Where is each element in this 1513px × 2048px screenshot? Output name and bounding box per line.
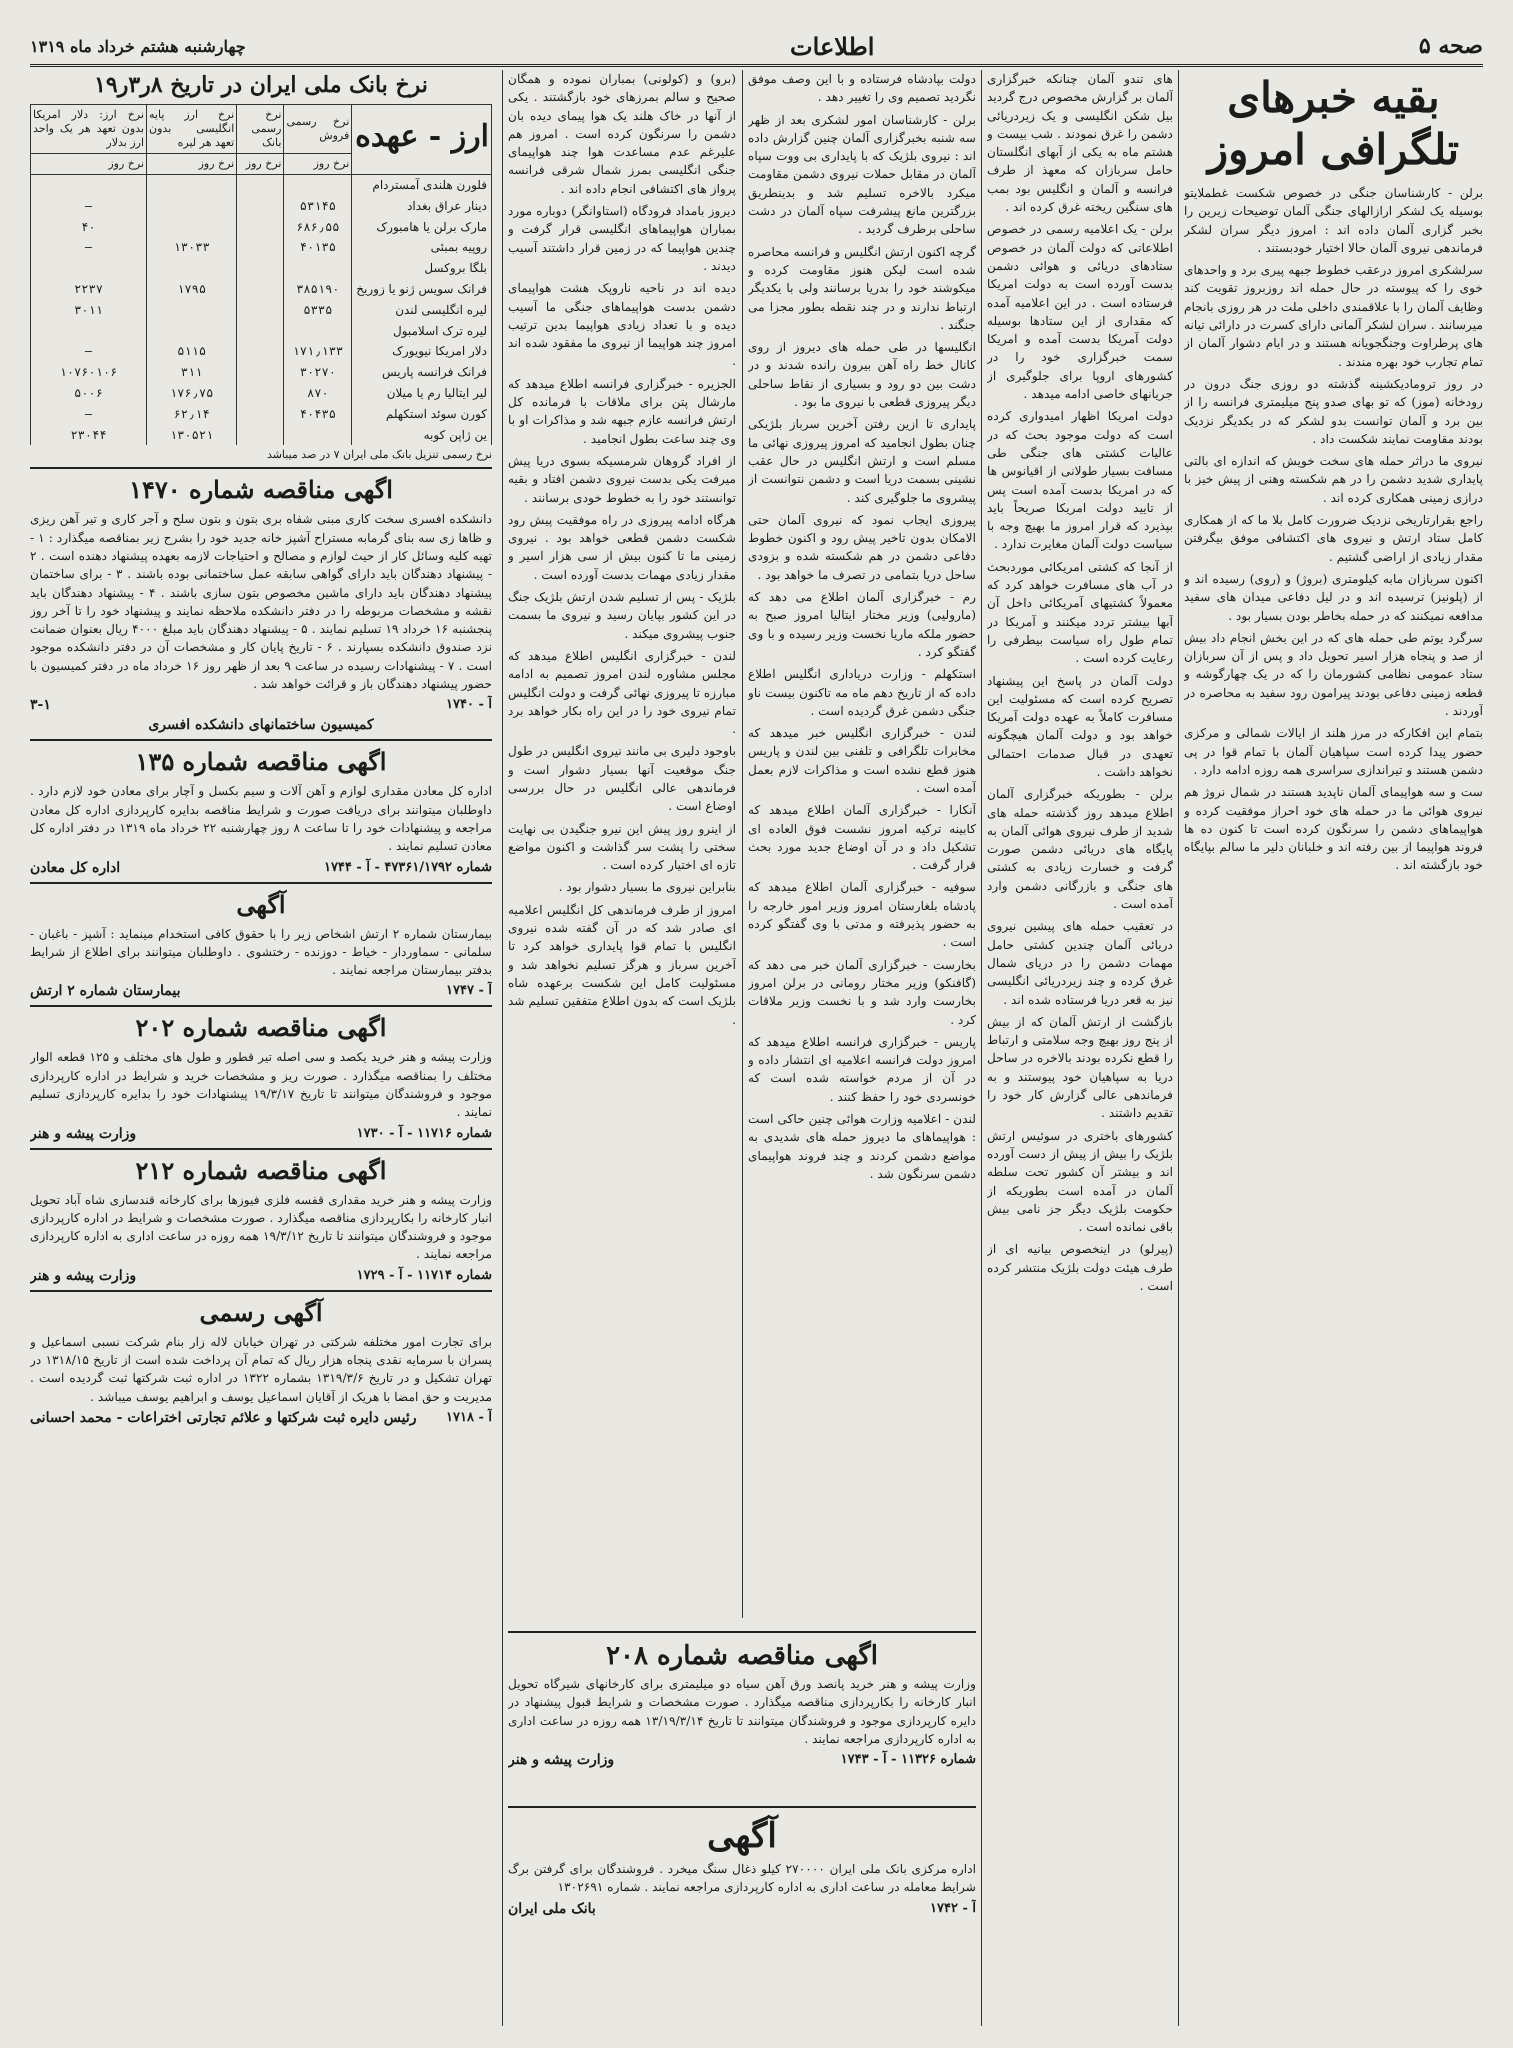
rate-plus	[147, 196, 237, 217]
rate-currency-name: فرانک فرانسه پاریس	[352, 362, 492, 383]
article-paragraph: دولت آلمان در پاسخ این پیشنهاد تصریح کرده است که مسئولیت این مسافرت کاملاً به عهده دولت آمریکا خواهد بود و دولت آلمان هیچگونه تعهدی در قبال صدمات احتمالی نخواهد داشت .	[987, 673, 1173, 779]
rates-row	[31, 196, 492, 217]
ad-code: آ - ۱۷۴۲	[930, 1900, 976, 1916]
ad-body: اداره کل معادن مقداری لوازم و آهن آلات و سیم بکسل و آچار برای معادن خود لازم دارد . داوطلبان میتوانند برای دریافت صورت و شرایط مناقصه بدایره کارپردازی اداره کل معادن مراجعه و پیشنهادات خود را تا ساعت ۸ روز چهارشنبه ۲۲ خرداد ماه ۱۳۱۹ در دفتر اداره کل معادن تسلیم نمایند .	[30, 784, 492, 854]
column-4	[508, 70, 736, 1618]
article-paragraph: ست و سه هواپیمای آلمان ناپدید هستند در شمال نروژ هم نیروی هوائی ما در حمله های خود احراز موفقیت کرده و هواپیماهای دشمن را سرنگون کرده است تا کنون ده ها فروند هواپیما از بین رفته اند و خلبانان دلیر ما سالم بپایگاه خود بازگشته اند .	[1184, 785, 1483, 873]
article-paragraph: پاریس - خبرگزاری فرانسه اطلاع میدهد که امروز دولت فرانسه اعلامیه ای انتشار داده و در آن از مردم خواسته شده است که خونسردی خود را حفظ کنند .	[748, 1034, 976, 1104]
article-paragraph: دیروز بامداد فرودگاه (استاوانگر) دوباره مورد بمباران هواپیماهای انگلیسی قرار گرفت و چندین هواپیما که در زمین قرار داشتند آسیب دیدند .	[508, 204, 736, 273]
article-paragraph: برلن - کارشناسان امور لشکری بعد از ظهر سه شنبه بخبرگزاری آلمان چنین گزارش داده اند : نیروی بلژیک که با پایداری بی ووت سپاه آلمان در مقابل حملات نیروی دشمن مقاومت میکرد بالاخره تسلیم شد و بدینطریق بزرگترین مانع پیشرفت سپاه آلمان در دشت ساحلی برطرف گردید .	[748, 112, 976, 237]
article-paragraph: در روز ترومادیکشینه گذشته دو روزی جنگ درون در رودخانه (موز) که تو بهای صدو پنج میلیمتری فرانسه را از بین برد و آلمان توانست بدو لشکر که در یکدیگر نزدیک بودند مقاومت نمایند شکست داد .	[1184, 376, 1483, 446]
column-rule	[742, 70, 743, 1618]
rate-dollar: —	[31, 341, 147, 362]
article-paragraph: لندن - خبرگزاری انگلیس اطلاع میدهد که مجلس مشاوره لندن امروز تصمیم به ادامه مبارزه تا پیروزی نهائی گرفت و دولت انگلیس تمام نیروی خود را در این راه بکار خواهد برد .	[508, 648, 736, 737]
ad-signature-row	[508, 1901, 976, 1917]
rate-dollar: —	[31, 237, 147, 258]
column-rule	[1178, 70, 1179, 2026]
ad-title: اگهی مناقصه شماره ۲۱۲	[135, 1155, 387, 1185]
rates-title: نرخ بانک ملی ایران در تاریخ ۸ر۳ر۱۹	[94, 72, 428, 98]
rate-plus: ۵۱۱۵	[147, 341, 237, 362]
main-headline: بقیه خبرهای تلگرافی امروز	[1207, 73, 1460, 174]
article-paragraph: انگلیسها در طی حمله های دیروز از روی کانال خط راه آهن بیرون رانده شدند و در دشت بین دو رود و بسیاری از نقاط ساحلی دیگر پیروزی قطعی با نیروی ما بود .	[748, 340, 976, 410]
rate-dollar: ۳۰۱۱	[31, 300, 147, 321]
article-paragraph: (برو) و (کولونی) بمباران نموده و همگان صحیح و سالم بمرزهای خود بازگشتند . یکی از آنها در خاک هلند یک هوا پیمای دیده بان دشمن را سرنگون کرده است . امروز هم علیرغم عدم مساعدت هوا چند هواپیمای جنگی انگلیسی بمرز شمال شرقی فرانسه پرواز های اکتشافی انجام داده اند .	[508, 72, 736, 196]
page-header	[30, 28, 1483, 67]
rate-currency-name: لیره ترک اسلامبول	[352, 321, 492, 342]
article-paragraph: از اینرو روز پیش این نیرو جنگیدن بی نهایت سختی را پشت سر گذاشت و اکنون مواضع تازه ای اختیار کرده است .	[508, 821, 736, 873]
ad-signature: وزارت پیشه و هنر	[30, 1125, 137, 1142]
rate-sell: ۸۷۰	[284, 383, 352, 404]
header-buy: نرخ رسمی بانک	[237, 105, 284, 154]
exchange-rates-box	[30, 72, 492, 461]
rates-row	[31, 279, 492, 300]
rate-plus	[147, 300, 237, 321]
rate-buy	[237, 196, 284, 217]
ad-code: شماره ۱۱۷۱۶ - آ - ۱۷۳۰	[356, 1125, 492, 1141]
rate-plus	[147, 258, 237, 279]
article-paragraph: بلژیک - پس از تسلیم شدن ارتش بلژیک جنگ در این کشور بپایان رسید و نیروی ما بسمت جنوب پیشروی میکند .	[508, 590, 736, 641]
article-paragraph: الجزیره - خبرگزاری فرانسه اطلاع میدهد که مارشال پتن برای ملاقات با فرمانده کل ارتش فرانسه عازم جبهه شد و مذاکرات او با وی چند ساعت بطول انجامید .	[508, 376, 736, 446]
rate-buy	[237, 362, 284, 383]
rates-row	[31, 404, 492, 425]
ad-signature-row	[30, 1410, 492, 1426]
article-paragraph: کشورهای باختری در سوئیس ارتش بلژیک را بیش از پیش از دست آورده اند و بیشتر آن کشور تحت سلطه آلمان در آمده است بطوریکه از حکومت بلژیک دیگر جز نامی بیش باقی نمانده است .	[987, 1128, 1173, 1235]
rates-row	[31, 362, 492, 383]
article-paragraph: پیروزی ایجاب نمود که نیروی آلمان حتی الامکان بدون تاخیر پیش رود و اکنون خطوط دفاعی دشمن در هم شکسته شده و بزودی ساحل دریا بتمامی در تصرف ما خواهد بود .	[748, 512, 976, 582]
ad-signature: اداره کل معادن	[30, 859, 121, 876]
ad-title: اگهی مناقصه شماره ۱۳۵	[135, 747, 387, 777]
rate-currency-name: دلار امریکا نیویورک	[352, 341, 492, 362]
rate-currency-name: ین ژاپن کوبه	[352, 425, 492, 446]
ad-title: آگهی	[707, 1816, 777, 1856]
article-paragraph: بخارست - خبرگزاری آلمان خبر می دهد که (گافنکو) وزیر مختار رومانی در برلن امروز بخارست وارد شد و با نخست وزیر ملاقات کرد .	[748, 957, 976, 1027]
rate-currency-name: فرانک سویس ژنو یا زوریخ	[352, 279, 492, 300]
ad-body: وزارت پیشه و هنر خرید مقداری قفسه فلزی فیوزها برای کارخانه قندسازی شاه آباد تحویل انبار کارخانه را بکارپردازی مناقصه میگذارد . صورت مشخصات و شرایط در اداره کارپردازی موجود و فروشندگان میتوانند تا تاریخ ۱۹/۳/۱۲ همه روزه در ساعت اداری به اداره کارپردازی مراجعه نمایند .	[30, 1192, 492, 1262]
rate-dollar	[31, 321, 147, 342]
ad-tender-202	[30, 1005, 492, 1141]
column-rule	[981, 70, 982, 2026]
column-3	[748, 70, 976, 1618]
rate-dollar	[31, 258, 147, 279]
rates-body	[31, 175, 492, 446]
rate-plus: ۱۳۰۵۲۱	[147, 425, 237, 446]
rate-currency-name: بلگا بروکسل	[352, 258, 492, 279]
left-section	[30, 70, 492, 2026]
article-paragraph: برلن - کارشناسان جنگی در خصوص شکست غطملایتو بوسیله یک لشکر ارازالهای جنگی آلمان توضیحات زیرین را بخبر گزاری آلمان داده اند : امروز دیگر سران لشکر فرماندهی نیروی آلمان حالا اختیار خودبستند .	[1184, 186, 1483, 255]
article-paragraph: بازگشت از ارتش آلمان که از بیش از پنج روز بهیچ وجه سلامتی و ارتباط را قطع نکرده بودند بالاخره در ساحل دریا به سپاهیان خود پیوستند و به فرماندهی عالی گزارش کار خود را تقدیم داشتند .	[987, 1014, 1173, 1121]
rate-currency-name: روپیه بمبئی	[352, 237, 492, 258]
rate-plus: ۱۷۶٫۷۵	[147, 383, 237, 404]
ad-body: وزارت پیشه و هنر خرید یکصد و سی اصله تیر قطور و طول های مختلف و ۱۲۵ قطعه الوار مختلف را بمناقصه میگذارد . صورت ریز و مشخصات خرید و شرایط در اداره کارپردازی موجود و فروشندگان میتوانند تا تاریخ ۱۹/۳/۱۷ پیشنهادات خود را بدایره کارپردازی تسلیم نمایند .	[30, 1050, 492, 1120]
ad-signature: وزارت پیشه و هنر	[508, 1752, 615, 1769]
rate-buy	[237, 425, 284, 446]
rates-table	[30, 104, 492, 445]
article-paragraph: (پیرلو) در اینخصوص بیانیه ای از طرف هیئت دولت بلژیک منتشر کرده است .	[987, 1242, 1173, 1293]
rate-sell: ۳۸۵۱۹۰	[284, 279, 352, 300]
rate-dollar: ۴۰	[31, 217, 147, 238]
rate-buy	[237, 217, 284, 238]
ad-signature-row	[30, 1268, 492, 1284]
ad-signature: رئیس دایره ثبت شرکتها و علائم تجارتی اختراعات - محمد احسانی	[30, 1409, 417, 1426]
rate-buy	[237, 341, 284, 362]
ad-body: اداره مرکزی بانک ملی ایران ۲۷۰۰۰۰ کیلو ذغال سنگ میخرد . فروشندگان برای گرفتن برگ شرایط معامله در ساعت اداری به اداره کارپردازی مراجعه نمایند . شماره ۱۳۰۲۶۹۱	[508, 1862, 976, 1895]
rate-buy	[237, 258, 284, 279]
rate-buy	[237, 404, 284, 425]
rate-plus	[147, 217, 237, 238]
ad-code: آ - ۱۷۱۸	[446, 1409, 492, 1425]
rate-currency-name: کورن سوئد استکهلم	[352, 404, 492, 425]
article-paragraph: استکهلم - وزارت دریاداری انگلیس اطلاع داده که از تاریخ دهم ماه مه تاکنون بیست ناو جنگی دشمن غرق گردیده است .	[748, 667, 976, 718]
ad-tender-1470	[30, 467, 492, 733]
rate-buy	[237, 321, 284, 342]
rates-row	[31, 341, 492, 362]
rate-sell	[284, 175, 352, 196]
ad-code: شماره ۱۱۳۲۶ - آ - ۱۷۴۳	[840, 1752, 976, 1768]
header-dollar: نرخ ارز: دلار امریکا بدون تعهد هر یک واحد ارز بدلار	[31, 105, 147, 154]
rate-plus: ۱۳۰۳۳	[147, 237, 237, 258]
ad-signature: بیمارستان شماره ۲ ارتش	[30, 983, 181, 1000]
article-paragraph: باوجود دلیری بی مانند نیروی انگلیس در طول جنگ موقعیت آنها بسیار دشوار است و فرماندهی عالی انگلیس در حال بررسی اوضاع است .	[508, 744, 736, 814]
article-paragraph: دیده اند در ناحیه ناروپک هشت هواپیمای دشمن بدست هواپیماهای جنگی ما آسیب دیده و با تعداد زیادی هواپیما بدین ترتیب امروز چند هواپیما از نیروی ما مفقود شده اند .	[508, 281, 736, 369]
subheader-day: نرخ روز	[147, 154, 237, 175]
ad-body: برای تجارت امور مختلفه شرکتی در تهران خیابان لاله زار بنام شرکت نسبی اسماعیل و پسران با سرمایه نقدی پنجاه هزار ریال که تمام آن پرداخت شده است از تاریخ ۱۳۱۸/۱۵ در تهران تشکیل و در تاریخ ۱۳۱۹/۳/۶ بشماره ۱۳۲۲ در اداره ثبت شرکتها ثبت گردیده است . مدیریت و حق امضا با هریک از آقایان اسماعیل یوسف و ابراهیم یوسف میباشد .	[30, 1334, 492, 1404]
article-paragraph: لندن - خبرگزاری انگلیس خبر میدهد که مخابرات تلگرافی و تلفنی بین لندن و پاریس هنوز قطع نشده است و مذاکرات لازم بعمل آمده است .	[748, 726, 976, 795]
issue-date: چهارشنبه هشتم خرداد ماه ۱۳۱۹	[30, 36, 246, 56]
ad-official-notice	[30, 1290, 492, 1426]
ad-signature-row	[30, 860, 492, 876]
ad-title: اگهی مناقصه شماره ۲۰۸	[606, 1641, 878, 1671]
ad-signature: کمیسیون ساختمانهای دانشکده افسری	[148, 717, 374, 734]
column-rule	[502, 70, 503, 2026]
article-paragraph: از افراد گروهان شرمسیکه بسوی دریا پیش میرفت یکی بدست نیروی دشمن افتاد و بقیه توانستند خود را به خطوط خودی برسانند .	[508, 453, 736, 505]
rate-sell	[284, 321, 352, 342]
rates-row	[31, 217, 492, 238]
rates-row	[31, 175, 492, 196]
article-paragraph: آنکارا - خبرگزاری آلمان اطلاع میدهد که کابینه ترکیه امروز نشست فوق العاده ای تشکیل داد و در آن اوضاع جدید مورد بحث قرار گرفت .	[748, 803, 976, 873]
ad-tender-212	[30, 1148, 492, 1284]
rate-sell	[284, 425, 352, 446]
article-paragraph: دولت بپادشاه فرستاده و با این وصف موفق نگردید تصمیم وی را تغییر دهد .	[748, 72, 976, 105]
ad-signature-row	[508, 1752, 976, 1768]
rate-plus: ۳۱۱	[147, 362, 237, 383]
rate-dollar: ۲۲۳۷	[31, 279, 147, 300]
header-plus: نرخ ارز پایه انگلیسی بدون تعهد هر لیره	[147, 105, 237, 154]
article-paragraph: سرلشکری امروز درعقب خطوط جبهه پیری برد و واحدهای خوی را که پیوسته در حال حمله اند روزبروز تقویت کند وظایف آلمان را با علاقمندی داخلی ملت در هر روزی بانجام میرسانند . سران لشکر آلمانی دارای کسرت در دارائی تیانه های پرطراوت وجنگجویانه هستند و در ایام دشوار آلمان از تمام تجارب خود بهره مندند .	[1184, 263, 1483, 369]
article-paragraph: برلن - یک اعلامیه رسمی در خصوص اطلاعاتی که دولت آلمان در خصوص ستادهای دریائی و هوائی دشمن بدست آورده است به دولت امریکا فرستاده است . در این اعلامیه آمده که مقداری از این ستادها بوسیله دولت آمریکا بدست آمده و امریکا سمت خبرگزاری خود را در کشورهای اروپا برای جلوگیری از جریانهای خاصی ادامه میدهد .	[987, 222, 1173, 402]
column-2	[987, 70, 1173, 2026]
article-paragraph: گرچه اکنون ارتش انگلیس و فرانسه محاصره شده است لیکن هنوز مقاومت کرده و میکوشند خود را بدریا برسانند ولی با یکدیگر ارتباط ندارند و در چند نقطه بطور مجزا می جنگند .	[748, 244, 976, 332]
rate-currency-name: لیره انگلیسی لندن	[352, 300, 492, 321]
ad-notice-hospital	[30, 882, 492, 1000]
ad-title: آگهی رسمی	[199, 1297, 323, 1327]
rate-currency-name: دینار عراق بغداد	[352, 196, 492, 217]
ad-signature-row	[30, 697, 492, 713]
article-paragraph: در تعقیب حمله های پیشین نیروی دریائی آلمان چندین کشتی حامل مهمات دشمن را در دریای شمال غرق کرده و چند زیردریائی انگلیسی نیز به قعر دریا فرستاده شده اند .	[987, 919, 1173, 1007]
rate-buy	[237, 175, 284, 196]
article-paragraph: بنابراین نیروی ما بسیار دشوار بود .	[558, 880, 736, 895]
rate-plus	[147, 175, 237, 196]
page-number: صحه ۵	[1418, 33, 1483, 59]
article-paragraph: امروز از طرف فرماندهی کل انگلیس اعلامیه ای صادر شد که در آن گفته شده نیروی انگلیس با تمام قوا پایداری خواهد کرد تا آخرین سرباز و هرگز تسلیم نخواهد شد و مسئولیت کامل این شکست برعهده شاه بلژیک است که بدون اطلاع متفقین تسلیم شد .	[508, 902, 736, 1027]
rate-dollar	[31, 175, 147, 196]
rate-plus: ۱۷۹۵	[147, 279, 237, 300]
article-paragraph: بتمام این افکارکه در مرز هلند از ایالات شمالی و مرکزی حضور پیدا کرده است سپاهیان آلمان با تمام قوا در پی دشمن هستند و تیراندازی سراسری همه روزه ادامه دارد .	[1184, 726, 1483, 777]
ad-title: اگهی مناقصه شماره ۲۰۲	[135, 1013, 387, 1043]
ad-signature: وزارت پیشه و هنر	[30, 1267, 137, 1284]
rate-sell: ۳۰۲۷۰	[284, 362, 352, 383]
rates-row	[31, 383, 492, 404]
rate-plus	[147, 321, 237, 342]
column-1	[1184, 70, 1483, 2026]
ad-code: شماره ۴۷۳۶۱/۱۷۹۲ - آ - ۱۷۴۴	[323, 859, 492, 875]
rate-sell: ۵۳۱۴۵	[284, 196, 352, 217]
rates-row	[31, 258, 492, 279]
rate-dollar: —	[31, 404, 147, 425]
rate-dollar: ۵۰۰۶	[31, 383, 147, 404]
ad-code: شماره ۱۱۷۱۴ - آ - ۱۷۲۹	[356, 1267, 492, 1283]
rate-buy	[237, 300, 284, 321]
ad-number: ۳-۱	[30, 697, 51, 714]
ad-title: اگهی مناقصه شماره ۱۴۷۰	[129, 475, 393, 505]
rates-note: نرخ رسمی تنزیل بانک ملی ایران ۷ در صد میباشد	[266, 448, 492, 462]
article-paragraph: برلن - بطوریکه خبرگزاری آلمان اطلاع میدهد روز گذشته حمله های شدید از طرف نیروی هوائی آلمان به پایگاه های دریائی دشمن صورت گرفت و خسارت زیادی به کشتی های جنگی و بازرگانی دشمن وارد آمده است .	[987, 787, 1173, 912]
rate-buy	[237, 383, 284, 404]
subheader-day: نرخ روز	[284, 154, 352, 175]
ad-bank-notice	[508, 1800, 976, 2026]
ad-code: آ - ۱۷۴۰	[446, 697, 492, 713]
rate-dollar: ۱۰۷۶۰۱۰۶	[31, 362, 147, 383]
article-paragraph: راجع بقرارتاریخی نزدیک ضرورت کامل بلا ما که از همکاری کامل ستاد ارتش و نیروی های اکتشافی موفق بیگرفتن مقدار زیادی از اراضی گشتیم .	[1184, 513, 1483, 564]
rate-dollar: ۲۳۰۴۴	[31, 425, 147, 446]
rates-row	[31, 425, 492, 446]
ad-body: بیمارستان شماره ۲ ارتش اشخاص زیر را با حقوق کافی استخدام مینماید : آشپز - باغبان - سلمانی - سماوردار - خیاط - دوزنده - رختشوی . داوطلبان میتوانند برای اطلاع از شرایط بدفتر بیمارستان مراجعه نمایند .	[30, 926, 492, 978]
ad-body: دانشکده افسری سخت کاری مبنی شفاه بری بتون و بتون سلح و آجر کاری و تیر آهن ریزی و ظاها زی سه بنای گرمابه مستراح آشپز خانه جدید خود را بشرح زیر بمناقصه میگذارد : ۱ - تهیه کلیه وسائل کار از حیث لوازم و مصالح و احتیاجات لازمه بعهده پیشنهاد دهنده است . ۲ - پیشنهاد دهندگان باید داراى گواهى سابقه عمل ساختمانى بوده باشند . ۳ - براى ساختمان پیشنهاد دهندگان باید داراى ماشین مخصوص بتون سازى باشند . ۴ - پیشنهاد دهندگان باید نقشه و مشخصات مربوطه را در دفتر دانشکده ملاحظه نمایند و پیشنهاد خود را تا آخر روز پنجشنبه ۱۶ خرداد ۱۹ تسلیم نمایند . ۵ - پیشنهاد دهندگان باید مبلغ ۴۰۰۰ ریال بعنوان ضمانت نزد صندوق دانشکده بسپارند . ۶ - تاریخ پایان کار و مشخصات آن در دفتر دانشکده موجود است . ۷ - پیشنهادات رسیده در ساعت ۹ بعد از ظهر روز ۱۶ خرداد ماه در دفتر کمیسیون با حضور پیشنهاد دهندگان باز و قرائت خواهد شد .	[30, 512, 492, 692]
article-paragraph: اکنون سربازان مابه کیلومتری (بروژ) و (روی) رسیده اند و از (پلونیز) ترسیده اند و در لیل دفاعی میدان های سفید مدافعه نمیکنند که در حمله بخاطر بودن بسیار بود .	[1184, 571, 1483, 623]
subheader-day: نرخ روز	[31, 154, 147, 175]
rate-currency-name: مارک برلن یا هامبورک	[352, 217, 492, 238]
ad-signature-row	[30, 983, 492, 999]
article-paragraph: رم - خبرگزاری آلمان اطلاع می دهد که (مارولیی) وزیر مختار ایتالیا امروز صبح به حضور ملکه ماریا نخست وزیر رسیده و با وی گفتگو کرد .	[748, 590, 976, 659]
ad-tender-208	[508, 1625, 976, 1795]
article-paragraph: های تندو آلمان چنانکه خبرگزاری آلمان بر گزارش مخصوص درج گردید بیل شکن انگلیسی و یک زیردریائی دشمن را غرق نمودند . شب بیست و هشتم ماه به یکی از آبهای انگلستان حامل سربازان که معهذ از طرف فرانسه و آلمان و انگلیس بود بمب های سنگین ریخته غرق کرده اند .	[987, 72, 1173, 215]
rates-row	[31, 237, 492, 258]
rate-currency-name: فلورن هلندی آمستردام	[352, 175, 492, 196]
ad-body: وزارت پیشه و هنر خرید پانصد ورق آهن سیاه دو میلیمتری برای کارخانهای شیرگاه تحویل انبار کارخانه را بکارپردازی مناقصه میگذارد . صورت مشخصات و شرایط قبول پیشنهاد در دایره کارپردازی موجود و فروشندگان میتوانند تا تاریخ ۱۳/۱۹/۳/۱۴ همه روزه در ساعت اداری به اداره کارپردازی مراجعه نمایند .	[508, 1677, 976, 1746]
header-sell: نرخ رسمی فروش	[284, 105, 352, 154]
article-paragraph: دولت امریکا اظهار امیدواری کرده است که دولت موجود بحث که در عالیات کشتی های جنگی طی مسافت بسیار طولانی از اقیانوس ها که در امریکا بدست آمده است پس از تایید دولت امریکا صریحاً باید بپذیرد که قرار امروز ما بهیچ وجه با سیاست دولت آلمان مغایرت ندارد .	[987, 409, 1173, 552]
rate-sell: ۴۰۴۳۵	[284, 404, 352, 425]
newspaper-name: اطلاعات	[790, 31, 875, 61]
rate-sell: ۴۰۱۳۵	[284, 237, 352, 258]
article-paragraph: نیروی ما دراثر حمله های سخت خویش که اندازه ای بالتی پایداری شدید دشمن را در هم شکسته وهنی از پیش خیز با درازی زمینی همکاری کرده اند .	[1184, 454, 1483, 505]
header-currency: ارز - عهده	[352, 105, 492, 175]
rate-plus: ۶۲٫۱۴	[147, 404, 237, 425]
rate-currency-name: لیر ایتالیا رم یا میلان	[352, 383, 492, 404]
ad-signature-row	[30, 1126, 492, 1142]
rate-buy	[237, 279, 284, 300]
rate-sell: ۵۳۳۵	[284, 300, 352, 321]
rate-sell: ۶۸۶٫۵۵	[284, 217, 352, 238]
article-paragraph: پایداری تا ازین رفتن آخرین سرباز بلژیکی چنان بطول انجامید که امروز پیروزی نهائی ما مسلم است و ارتش انگلیس در حال عقب نشینی بسمت دریا است و دشمن نتوانست از پیشروی ما جلوگیری کند .	[748, 417, 976, 505]
article-paragraph: سوفیه - خبرگزاری آلمان اطلاع میدهد که پادشاه بلغارستان امروز وزیر امور خارجه را به حضور پذیرفته و مدتی با وی گفتگو کرده است .	[748, 880, 976, 950]
rate-sell: ۱۷۱٫۱۳۳	[284, 341, 352, 362]
rate-buy	[237, 237, 284, 258]
ad-tender-135	[30, 739, 492, 875]
ad-signature: بانک ملی ایران	[508, 1900, 596, 1917]
article-paragraph: لندن - اعلامیه وزارت هوائی چنین حاکی است : هواپیماهای ما دیروز حمله های شدیدی به مواضع دشمن کردند و چند فروند هواپیمای دشمن سرنگون شد .	[748, 1112, 976, 1181]
rate-dollar: —	[31, 196, 147, 217]
rates-row	[31, 300, 492, 321]
rates-row	[31, 321, 492, 342]
article-paragraph: از آنجا که کشتی امریکائی موردبحث در آب های مسافرت خواهد کرد که معمولاً کشتیهای آمریکائی داخل آن آبها بیشتر تردد میکنند و آمریکا در تمام طول راه سیاست بیطرفی را رعایت کرده است .	[987, 559, 1173, 666]
article-paragraph: هرگاه ادامه پیروزی در راه موفقیت پیش رود شکست دشمن قطعی خواهد بود . نیروی زمینی ما تا کنون بیش از سی هزار اسیر و مقدار زیادی مهمات بدست آورده است .	[508, 512, 736, 582]
subheader-day: نرخ روز	[237, 154, 284, 175]
ad-code: آ - ۱۷۴۷	[446, 983, 492, 999]
ad-title: آگهی	[236, 889, 286, 919]
rate-sell	[284, 258, 352, 279]
article-paragraph: سرگرد یوتم طی حمله های که در این بخش انجام داد بیش از صد و پنجاه هزار اسیر تحویل داد و پس از آن سربازان ستاد عمومی نظامی کشورمان را که در یک چهارگوشه و قطعه زمینی دفاعی بودند پیرامون رود سفید به محاصره در آوردند .	[1184, 630, 1483, 719]
